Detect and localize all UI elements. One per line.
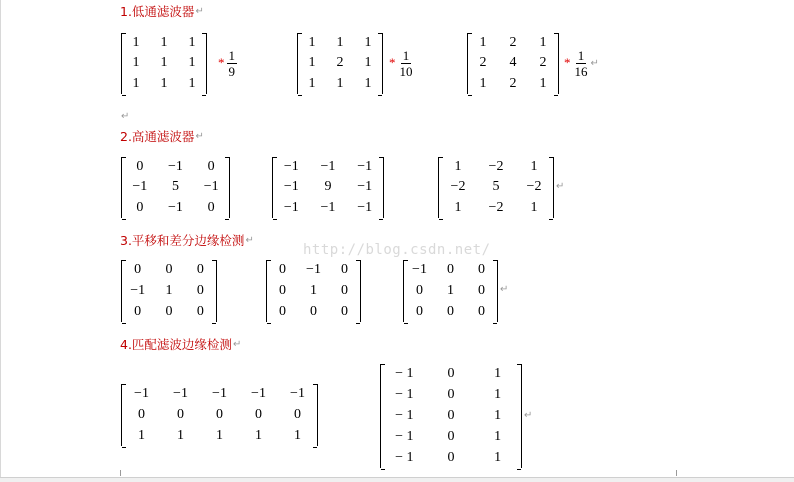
matrix-cell: −1 bbox=[130, 282, 146, 298]
matrix-cell: 0 bbox=[447, 262, 454, 278]
matrix-cell: − 1 bbox=[395, 407, 414, 423]
heading-text: 3.平移和差分边缘检测 bbox=[120, 233, 245, 248]
matrix-cell: 0 bbox=[478, 303, 485, 319]
matrix-cell: −1 bbox=[306, 262, 321, 278]
matrix-cell: 1 bbox=[188, 55, 196, 71]
paragraph-mark-icon: ↵ bbox=[500, 284, 509, 295]
heading-text: 4.匹配滤波边缘检测 bbox=[120, 337, 232, 352]
lowpass-factor-2 bbox=[389, 43, 415, 83]
matrix-cell: 0 bbox=[478, 262, 485, 278]
match-matrix-horizontal bbox=[121, 384, 318, 446]
lowpass-factor-1 bbox=[218, 43, 237, 83]
matrix-cell: −2 bbox=[450, 179, 466, 195]
matrix-cell: 1 bbox=[494, 387, 502, 403]
multiply-star: * bbox=[218, 55, 225, 70]
matrix-cell: 1 bbox=[479, 75, 487, 91]
matrix-cell: −1 bbox=[357, 159, 373, 175]
matrix-cell: −1 bbox=[283, 159, 299, 175]
matrix-cell: 1 bbox=[539, 75, 547, 91]
matrix-cell: − 1 bbox=[395, 387, 414, 403]
paragraph-mark-icon: ↵ bbox=[524, 410, 533, 421]
matrix-cell: 0 bbox=[177, 406, 184, 422]
matrix-cell: 1 bbox=[160, 75, 168, 91]
matrix-cell: 0 bbox=[136, 199, 144, 215]
lowpass-factor-3 bbox=[564, 43, 599, 83]
matrix-cell: −1 bbox=[283, 179, 299, 195]
matrix-cell: 5 bbox=[171, 179, 179, 195]
matrix-cell: 0 bbox=[447, 449, 455, 465]
section-heading-shift bbox=[120, 233, 254, 249]
matrix-cell: −1 bbox=[212, 386, 227, 402]
paragraph-mark-icon: ↵ bbox=[590, 57, 599, 69]
matrix-cell: 0 bbox=[341, 262, 348, 278]
matrix-cell: 1 bbox=[494, 366, 502, 382]
matrix-cell: 1 bbox=[308, 75, 316, 91]
matrix-cell: 0 bbox=[294, 406, 301, 422]
matrix-cell: 0 bbox=[255, 406, 262, 422]
matrix-cell: 5 bbox=[492, 179, 500, 195]
matrix-cell: 0 bbox=[447, 303, 454, 319]
shift-matrix-1 bbox=[121, 260, 217, 322]
matrix-cell: 1 bbox=[188, 75, 196, 91]
matrix-cell: −1 bbox=[132, 179, 148, 195]
fraction bbox=[227, 48, 238, 79]
matrix-cell: 0 bbox=[310, 303, 317, 319]
matrix-cell: − 1 bbox=[395, 449, 414, 465]
matrix-cell: 1 bbox=[364, 55, 372, 71]
matrix-cell: −1 bbox=[134, 386, 149, 402]
paragraph-mark-icon: ↵ bbox=[195, 131, 204, 142]
matrix-cell: −2 bbox=[526, 179, 542, 195]
matrix-cell: 1 bbox=[132, 55, 140, 71]
matrix-cell: 0 bbox=[416, 282, 423, 298]
fraction-numerator: 1 bbox=[577, 47, 585, 63]
matrix-cell: 2 bbox=[479, 55, 487, 71]
crop-mark-right bbox=[676, 470, 677, 476]
page-bottom-edge bbox=[0, 477, 794, 482]
heading-text: 2.高通滤波器 bbox=[120, 129, 195, 144]
match-matrix-vertical bbox=[380, 364, 522, 468]
matrix-cell: 0 bbox=[447, 407, 455, 423]
matrix-cell: 0 bbox=[196, 303, 204, 319]
matrix-cell: 9 bbox=[324, 179, 332, 195]
matrix-cell: 1 bbox=[454, 159, 462, 175]
fraction-numerator: 1 bbox=[228, 47, 235, 63]
matrix-cell: 1 bbox=[308, 55, 316, 71]
matrix-cell: 1 bbox=[294, 427, 301, 443]
matrix-cell: 1 bbox=[310, 282, 317, 298]
paragraph-mark-icon: ↵ bbox=[121, 111, 130, 122]
matrix-cell: −1 bbox=[251, 386, 266, 402]
matrix-cell: 2 bbox=[539, 55, 547, 71]
fraction-denominator: 10 bbox=[399, 63, 413, 79]
section-heading-lowpass bbox=[120, 4, 204, 20]
matrix-cell: 2 bbox=[336, 55, 344, 71]
matrix-cell: 1 bbox=[132, 35, 140, 51]
matrix-cell: 1 bbox=[530, 199, 538, 215]
matrix-cell: 0 bbox=[207, 199, 215, 215]
shift-matrix-3 bbox=[403, 260, 498, 322]
matrix-cell: 0 bbox=[136, 159, 144, 175]
matrix-cell: 1 bbox=[364, 75, 372, 91]
matrix-cell: −1 bbox=[290, 386, 305, 402]
matrix-cell: 0 bbox=[196, 262, 204, 278]
matrix-cell: 1 bbox=[530, 159, 538, 175]
matrix-cell: −1 bbox=[357, 199, 373, 215]
section-heading-highpass bbox=[120, 129, 204, 145]
matrix-cell: 1 bbox=[494, 449, 502, 465]
matrix-cell: 0 bbox=[341, 303, 348, 319]
matrix-cell: 0 bbox=[447, 387, 455, 403]
paragraph-mark-icon: ↵ bbox=[556, 181, 565, 192]
paragraph-mark-icon: ↵ bbox=[232, 339, 242, 350]
matrix-cell: 1 bbox=[539, 35, 547, 51]
matrix-cell: −1 bbox=[320, 199, 336, 215]
matrix-cell: 1 bbox=[454, 199, 462, 215]
matrix-cell: 0 bbox=[341, 282, 348, 298]
matrix-cell: −1 bbox=[173, 386, 188, 402]
multiply-star: * bbox=[389, 55, 396, 70]
matrix-cell: −1 bbox=[412, 262, 427, 278]
matrix-cell: −1 bbox=[168, 159, 183, 175]
matrix-cell: 1 bbox=[177, 427, 184, 443]
fraction-denominator: 9 bbox=[228, 63, 235, 79]
matrix-cell: 0 bbox=[134, 303, 142, 319]
matrix-cell: 1 bbox=[336, 75, 344, 91]
matrix-cell: −1 bbox=[203, 179, 219, 195]
matrix-cell: 0 bbox=[165, 303, 173, 319]
matrix-cell: −2 bbox=[488, 159, 504, 175]
matrix-cell: −1 bbox=[283, 199, 299, 215]
matrix-cell: − 1 bbox=[395, 366, 414, 382]
matrix-cell: 4 bbox=[509, 55, 517, 71]
matrix-cell: 1 bbox=[447, 282, 454, 298]
heading-text: 1.低通滤波器 bbox=[120, 4, 195, 19]
paragraph-mark-icon: ↵ bbox=[195, 6, 204, 17]
matrix-cell: 1 bbox=[494, 428, 502, 444]
matrix-cell: 0 bbox=[279, 303, 286, 319]
lowpass-matrix-2 bbox=[297, 33, 383, 94]
matrix-cell: −2 bbox=[488, 199, 504, 215]
matrix-cell: 1 bbox=[255, 427, 262, 443]
matrix-cell: 0 bbox=[134, 262, 142, 278]
section-heading-match bbox=[120, 337, 241, 353]
crop-mark-left bbox=[120, 470, 121, 476]
matrix-cell: 1 bbox=[494, 407, 502, 423]
fraction-denominator: 16 bbox=[574, 63, 588, 79]
multiply-star: * bbox=[564, 55, 571, 70]
fraction bbox=[398, 48, 415, 79]
matrix-cell: 1 bbox=[165, 282, 173, 298]
page-left-edge bbox=[0, 0, 1, 481]
matrix-cell: 1 bbox=[160, 35, 168, 51]
lowpass-matrix-3 bbox=[467, 33, 559, 94]
matrix-cell: 2 bbox=[509, 35, 517, 51]
matrix-cell: 0 bbox=[416, 303, 423, 319]
matrix-cell: 2 bbox=[509, 75, 517, 91]
matrix-cell: 0 bbox=[207, 159, 215, 175]
fraction bbox=[573, 48, 590, 79]
matrix-cell: 1 bbox=[160, 55, 168, 71]
matrix-cell: 1 bbox=[138, 427, 145, 443]
lowpass-matrix-1 bbox=[121, 33, 207, 94]
matrix-cell: 0 bbox=[216, 406, 223, 422]
matrix-cell: −1 bbox=[320, 159, 336, 175]
matrix-cell: 0 bbox=[279, 282, 286, 298]
matrix-cell: 0 bbox=[165, 262, 173, 278]
matrix-cell: 0 bbox=[478, 282, 485, 298]
highpass-matrix-1 bbox=[121, 157, 230, 218]
fraction-numerator: 1 bbox=[402, 47, 410, 63]
matrix-cell: − 1 bbox=[395, 428, 414, 444]
matrix-cell: 0 bbox=[447, 366, 455, 382]
watermark-text: http://blog.csdn.net/ bbox=[303, 242, 491, 258]
matrix-cell: 1 bbox=[216, 427, 223, 443]
matrix-cell: −1 bbox=[357, 179, 373, 195]
matrix-cell: 1 bbox=[364, 35, 372, 51]
matrix-cell: 1 bbox=[479, 35, 487, 51]
matrix-cell: 0 bbox=[279, 262, 286, 278]
matrix-cell: 1 bbox=[308, 35, 316, 51]
matrix-cell: 1 bbox=[132, 75, 140, 91]
matrix-cell: 0 bbox=[196, 282, 204, 298]
highpass-matrix-2 bbox=[272, 157, 384, 218]
matrix-cell: 1 bbox=[336, 35, 344, 51]
matrix-cell: 1 bbox=[188, 35, 196, 51]
highpass-matrix-3 bbox=[438, 157, 554, 218]
matrix-cell: 0 bbox=[138, 406, 145, 422]
shift-matrix-2 bbox=[266, 260, 361, 322]
paragraph-mark-icon: ↵ bbox=[245, 235, 254, 246]
matrix-cell: −1 bbox=[168, 199, 183, 215]
matrix-cell: 0 bbox=[447, 428, 455, 444]
